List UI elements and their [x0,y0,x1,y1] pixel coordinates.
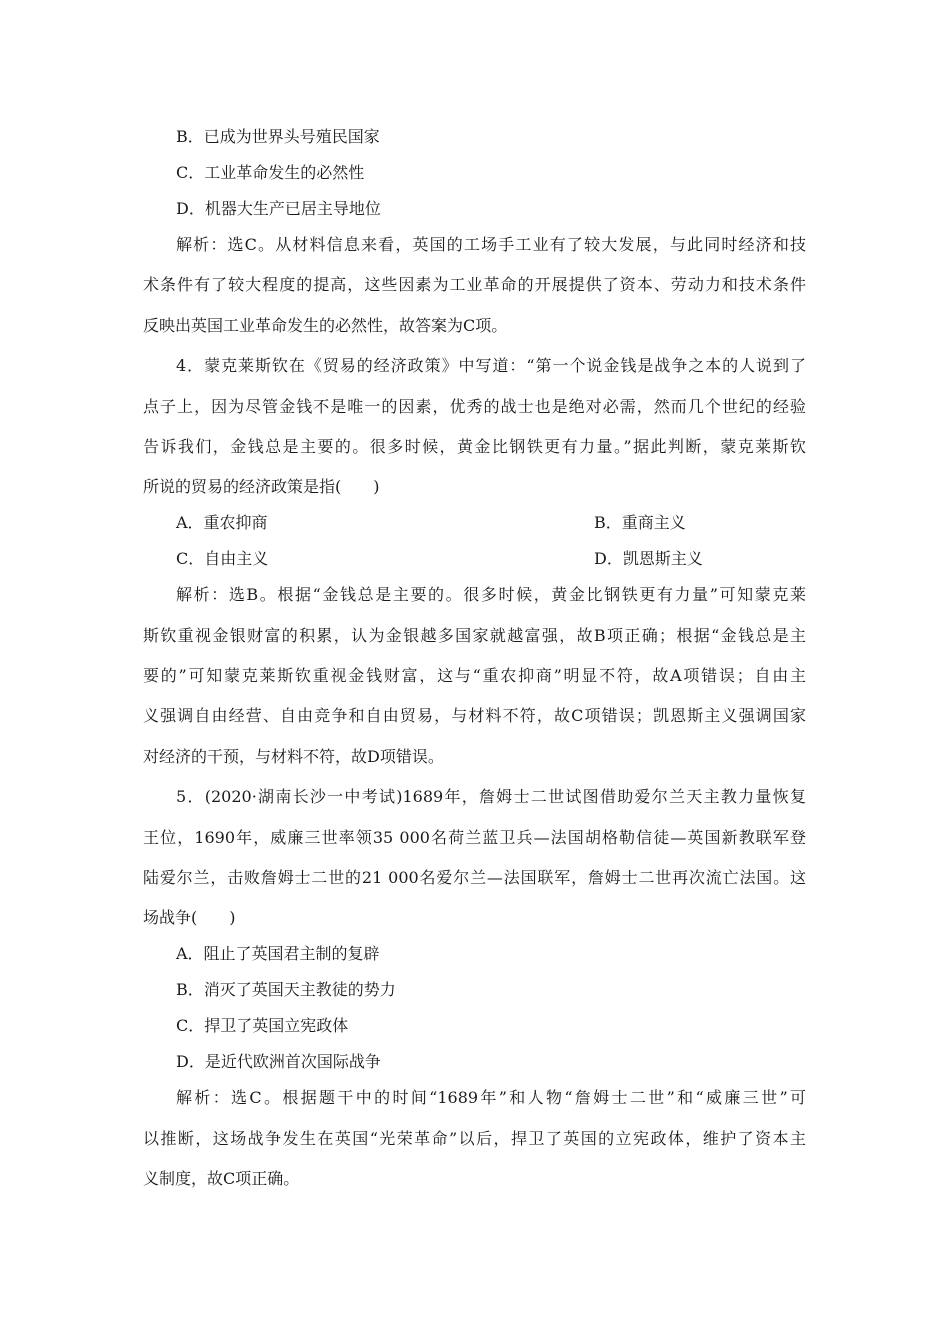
q5-option-a: A．阻止了英国君主制的复辟 [176,944,380,963]
q4-analysis-line-4: 义强调自由经营、自由竞争和自由贸易，与材料不符，故C项错误；凯恩斯主义强调国家 [143,706,806,725]
q4-option-b: B．重商主义 [594,513,686,532]
q4-analysis-line-1: 解析：选B。根据“金钱总是主要的。很多时候，黄金比钢铁更有力量”可知蒙克莱 [176,585,806,604]
q3-analysis-line-1: 解析：选C。从材料信息来看，英国的工场手工业有了较大发展，与此同时经济和技 [176,235,806,254]
q5-analysis-line-2: 以推断，这场战争发生在英国“光荣革命”以后，捍卫了英国的立宪政体，维护了资本主 [143,1129,806,1148]
q4-stem-line-2: 点子上，因为尽管金钱不是唯一的因素，优秀的战士也是绝对必需，然而几个世纪的经验 [143,397,806,416]
q4-analysis-line-5: 对经济的干预，与材料不符，故D项错误。 [143,747,444,766]
q4-stem-line-3: 告诉我们，金钱总是主要的。很多时候，黄金比钢铁更有力量。”据此判断，蒙克莱斯钦 [143,437,806,456]
q4-analysis-line-2: 斯钦重视金银财富的积累，认为金银越多国家就越富强，故B项正确；根据“金钱总是主 [143,626,806,645]
q5-option-b: B．消灭了英国天主教徒的势力 [176,980,396,999]
q4-option-d: D．凯恩斯主义 [594,549,703,568]
q3-analysis-line-2: 术条件有了较大程度的提高，这些因素为工业革命的开展提供了资本、劳动力和技术条件 [143,275,806,294]
q5-stem-line-4: 场战争( ) [143,908,236,927]
q4-stem-line-4: 所说的贸易的经济政策是指( ) [143,477,380,496]
q4-stem-line-1: 4．蒙克莱斯钦在《贸易的经济政策》中写道：“第一个说金钱是战争之本的人说到了 [176,356,806,375]
q4-option-c: C．自由主义 [176,549,269,568]
q4-option-a: A．重农抑商 [176,513,268,532]
q3-analysis-line-3: 反映出英国工业革命发生的必然性，故答案为C项。 [143,316,508,335]
q3-option-c: C．工业革命发生的必然性 [176,163,365,182]
q5-analysis-line-1: 解析：选C。根据题干中的时间“1689年”和人物“詹姆士二世”和“威廉三世”可 [176,1088,806,1107]
q5-stem-line-2: 王位，1690年，威廉三世率领35 000名荷兰蓝卫兵—法国胡格勒信徒—英国新教联军登 [143,828,806,847]
q3-option-b: B．已成为世界头号殖民国家 [176,127,380,146]
q5-option-d: D．是近代欧洲首次国际战争 [176,1052,381,1071]
q5-analysis-line-3: 义制度，故C项正确。 [143,1169,300,1188]
q5-stem-line-3: 陆爱尔兰，击败詹姆士二世的21 000名爱尔兰—法国联军，詹姆士二世再次流亡法国。这 [143,868,806,887]
q5-stem-line-1: 5．(2020·湖南长沙一中考试)1689年，詹姆士二世试图借助爱尔兰天主教力量恢复 [176,787,806,806]
q4-analysis-line-3: 要的”可知蒙克莱斯钦重视金钱财富，这与“重农抑商”明显不符，故A项错误；自由主 [143,666,806,685]
q3-option-d: D．机器大生产已居主导地位 [176,199,381,218]
q5-option-c: C．捍卫了英国立宪政体 [176,1016,349,1035]
